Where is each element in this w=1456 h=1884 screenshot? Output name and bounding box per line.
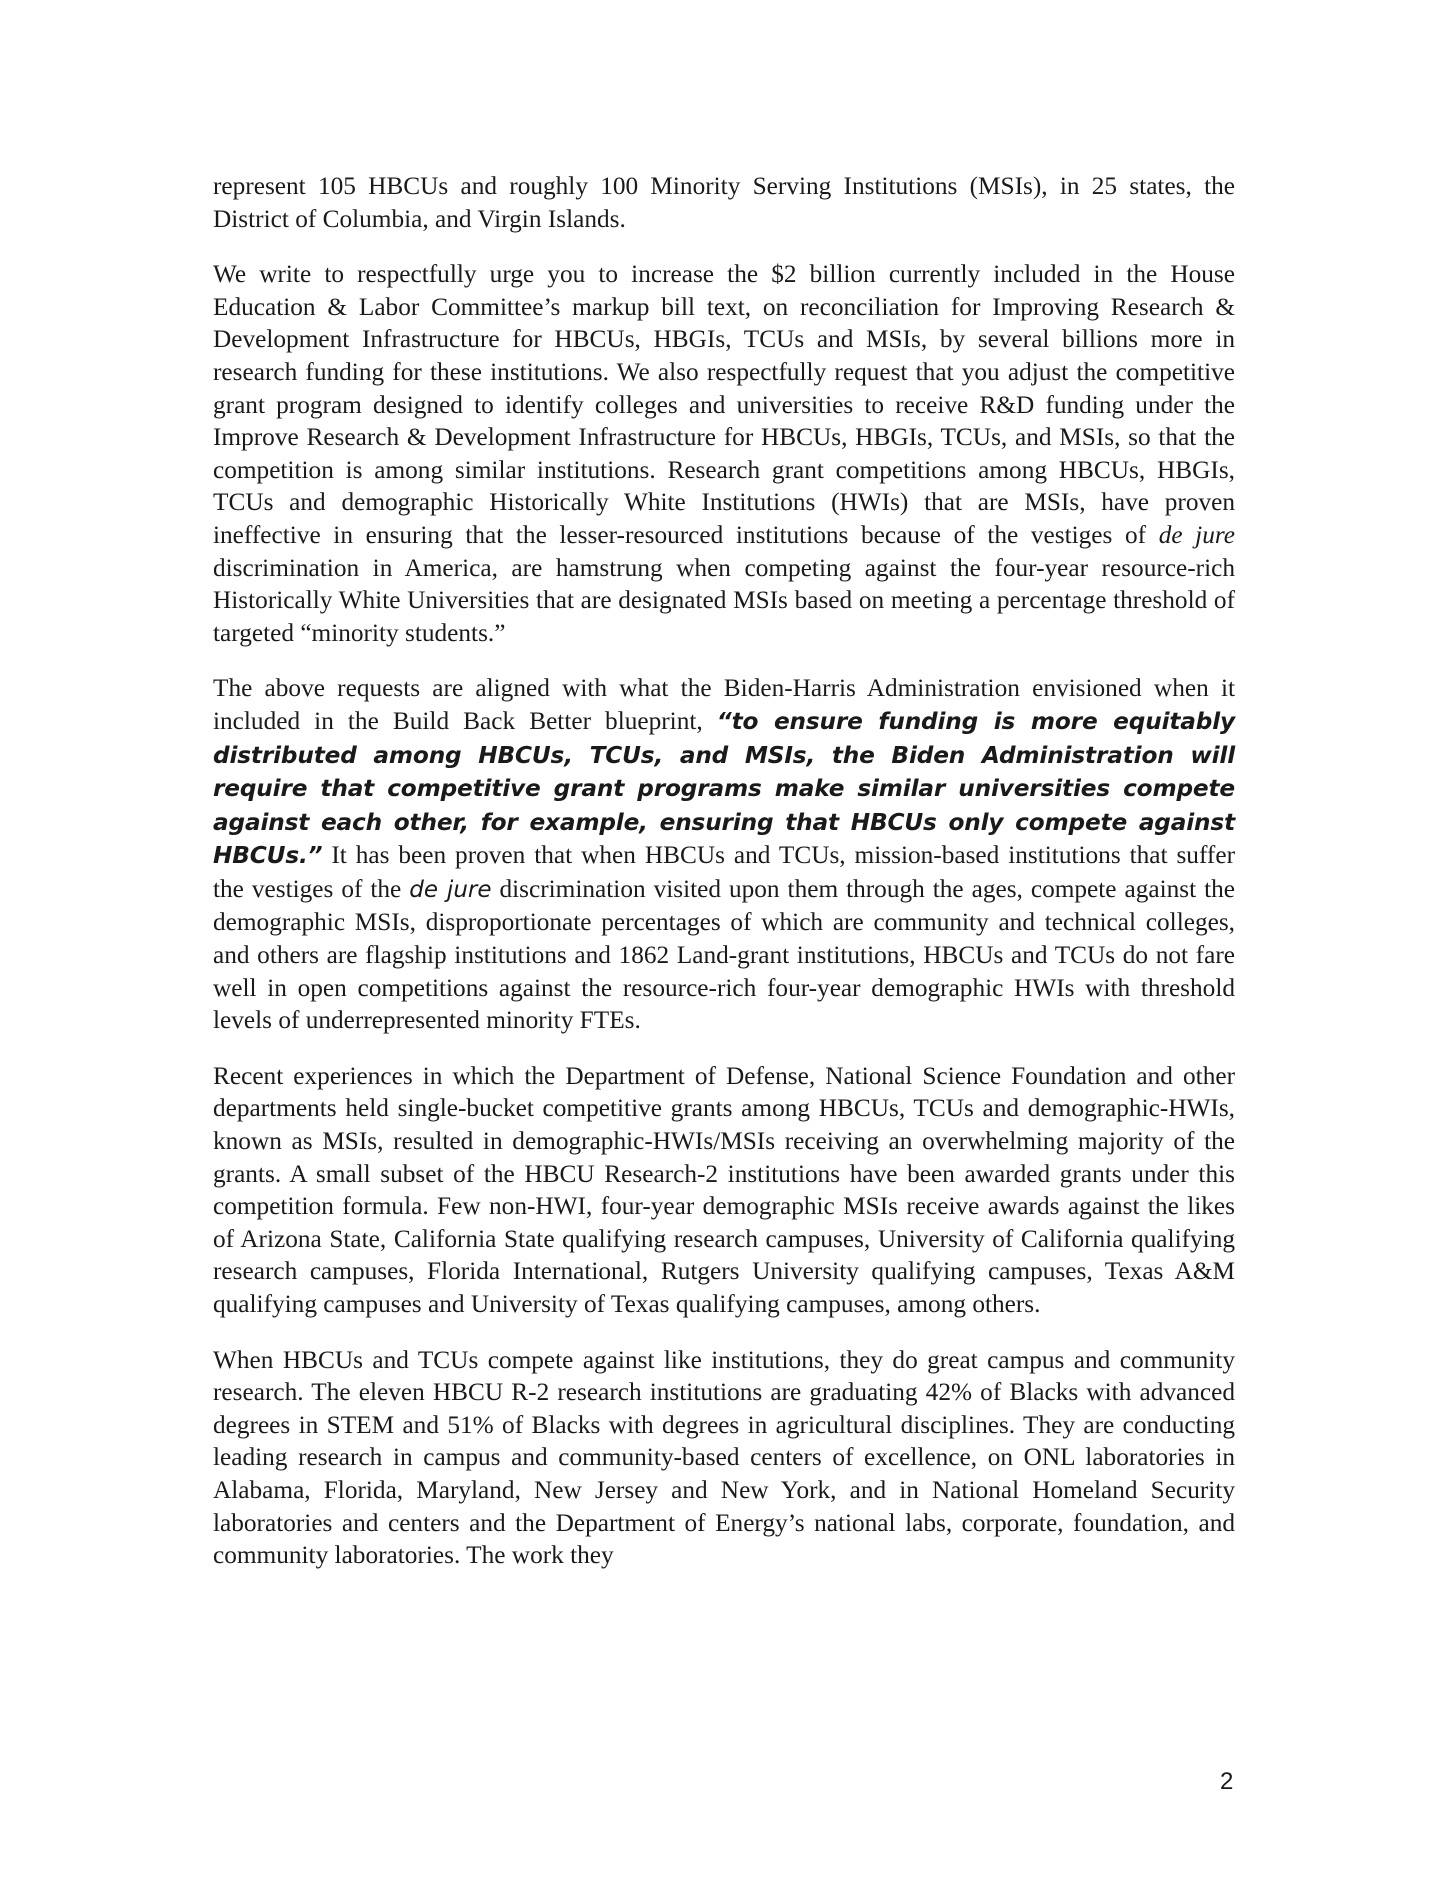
paragraph-4 xyxy=(213,1060,1235,1321)
document-body xyxy=(213,170,1235,1595)
paragraph-2-text-a: We write to respectfully urge you to increase the $2 billion currently included in the House Education & Labor Committee’s markup bill text, on reconciliation for Improving Research & Development Infrastructure for HBCUs, HBGIs, TCUs and MSIs, by several billions more in research funding for these institutions. We also respectfully request that you adjust the competitive grant program designed to identify colleges and universities to receive R&D funding under the Improve Research & Development Infrastructure for HBCUs, HBGIs, TCUs, and MSIs, so that the competition is among similar institutions. Research grant competitions among HBCUs, HBGIs, TCUs and demographic Historically White Institutions (HWIs) that are MSIs, have proven ineffective in ensuring that the lesser-resourced institutions because of the vestiges of xyxy=(213,260,1235,549)
paragraph-2-italic-de-jure: de jure xyxy=(1158,520,1235,549)
paragraph-1-text: represent 105 HBCUs and roughly 100 Minority Serving Institutions (MSIs), in 25 states, the District of Columbia, and Virgin Islands. xyxy=(213,172,1235,233)
paragraph-3-text-c: discrimination visited upon them through the ages, compete against the demographic MSIs, disproportionate percentages of which are community and technical colleges, and others are flagship institutions and 1862 Land-grant institutions, HBCUs and TCUs do not fare well in open competitions against the resource-rich four-year demographic HWIs with threshold levels of underrepresented minority FTEs. xyxy=(213,874,1236,1035)
paragraph-3-text-a: The above requests are aligned with what the Biden-Harris Administration envisioned when it included in the Build Back Better blueprint, xyxy=(213,674,1235,735)
paragraph-2 xyxy=(213,258,1235,649)
paragraph-5 xyxy=(213,1344,1235,1572)
paragraph-3 xyxy=(213,672,1235,1037)
paragraph-3-text-b: It has been proven that when HBCUs and TCUs, mission-based institutions that suffer the vestiges of the xyxy=(213,841,1235,903)
paragraph-1 xyxy=(213,170,1235,235)
paragraph-5-text: When HBCUs and TCUs compete against like institutions, they do great campus and community research. The eleven HBCU R-2 research institutions are graduating 42% of Blacks with advanced degrees in STEM and 51% of Blacks with degrees in agricultural disciplines. They are conducting leading research in campus and community-based centers of excellence, on ONL laboratories in Alabama, Florida, Maryland, New Jersey and New York, and in National Homeland Security laboratories and centers and the Department of Energy’s national labs, corporate, foundation, and community laboratories. The work they xyxy=(213,1345,1235,1570)
paragraph-3-blueprint-quote: “to ensure funding is more equitably distributed among HBCUs, TCUs, and MSIs, the Biden Administration will require that competitive grant programs make similar universities compete against each other, for example, ensuring that HBCUs only compete against HBCUs.” xyxy=(213,707,1236,870)
page-number: 2 xyxy=(1220,1768,1234,1795)
paragraph-2-text-b: discrimination in America, are hamstrung when competing against the four-year resource-rich Historically White Universities that are designated MSIs based on meeting a percentage threshold of targeted “minority students.” xyxy=(213,553,1235,647)
paragraph-4-text: Recent experiences in which the Department of Defense, National Science Foundation and other departments held single-bucket competitive grants among HBCUs, TCUs and demographic-HWIs, known as MSIs, resulted in demographic-HWIs/MSIs receiving an overwhelming majority of the grants. A small subset of the HBCU Research-2 institutions have been awarded grants under this competition formula. Few non-HWI, four-year demographic MSIs receive awards against the likes of Arizona State, California State qualifying research campuses, University of California qualifying research campuses, Florida International, Rutgers University qualifying campuses, Texas A&M qualifying campuses and University of Texas qualifying campuses, among others. xyxy=(213,1061,1235,1318)
paragraph-3-italic-de-jure: de jure xyxy=(409,876,492,903)
